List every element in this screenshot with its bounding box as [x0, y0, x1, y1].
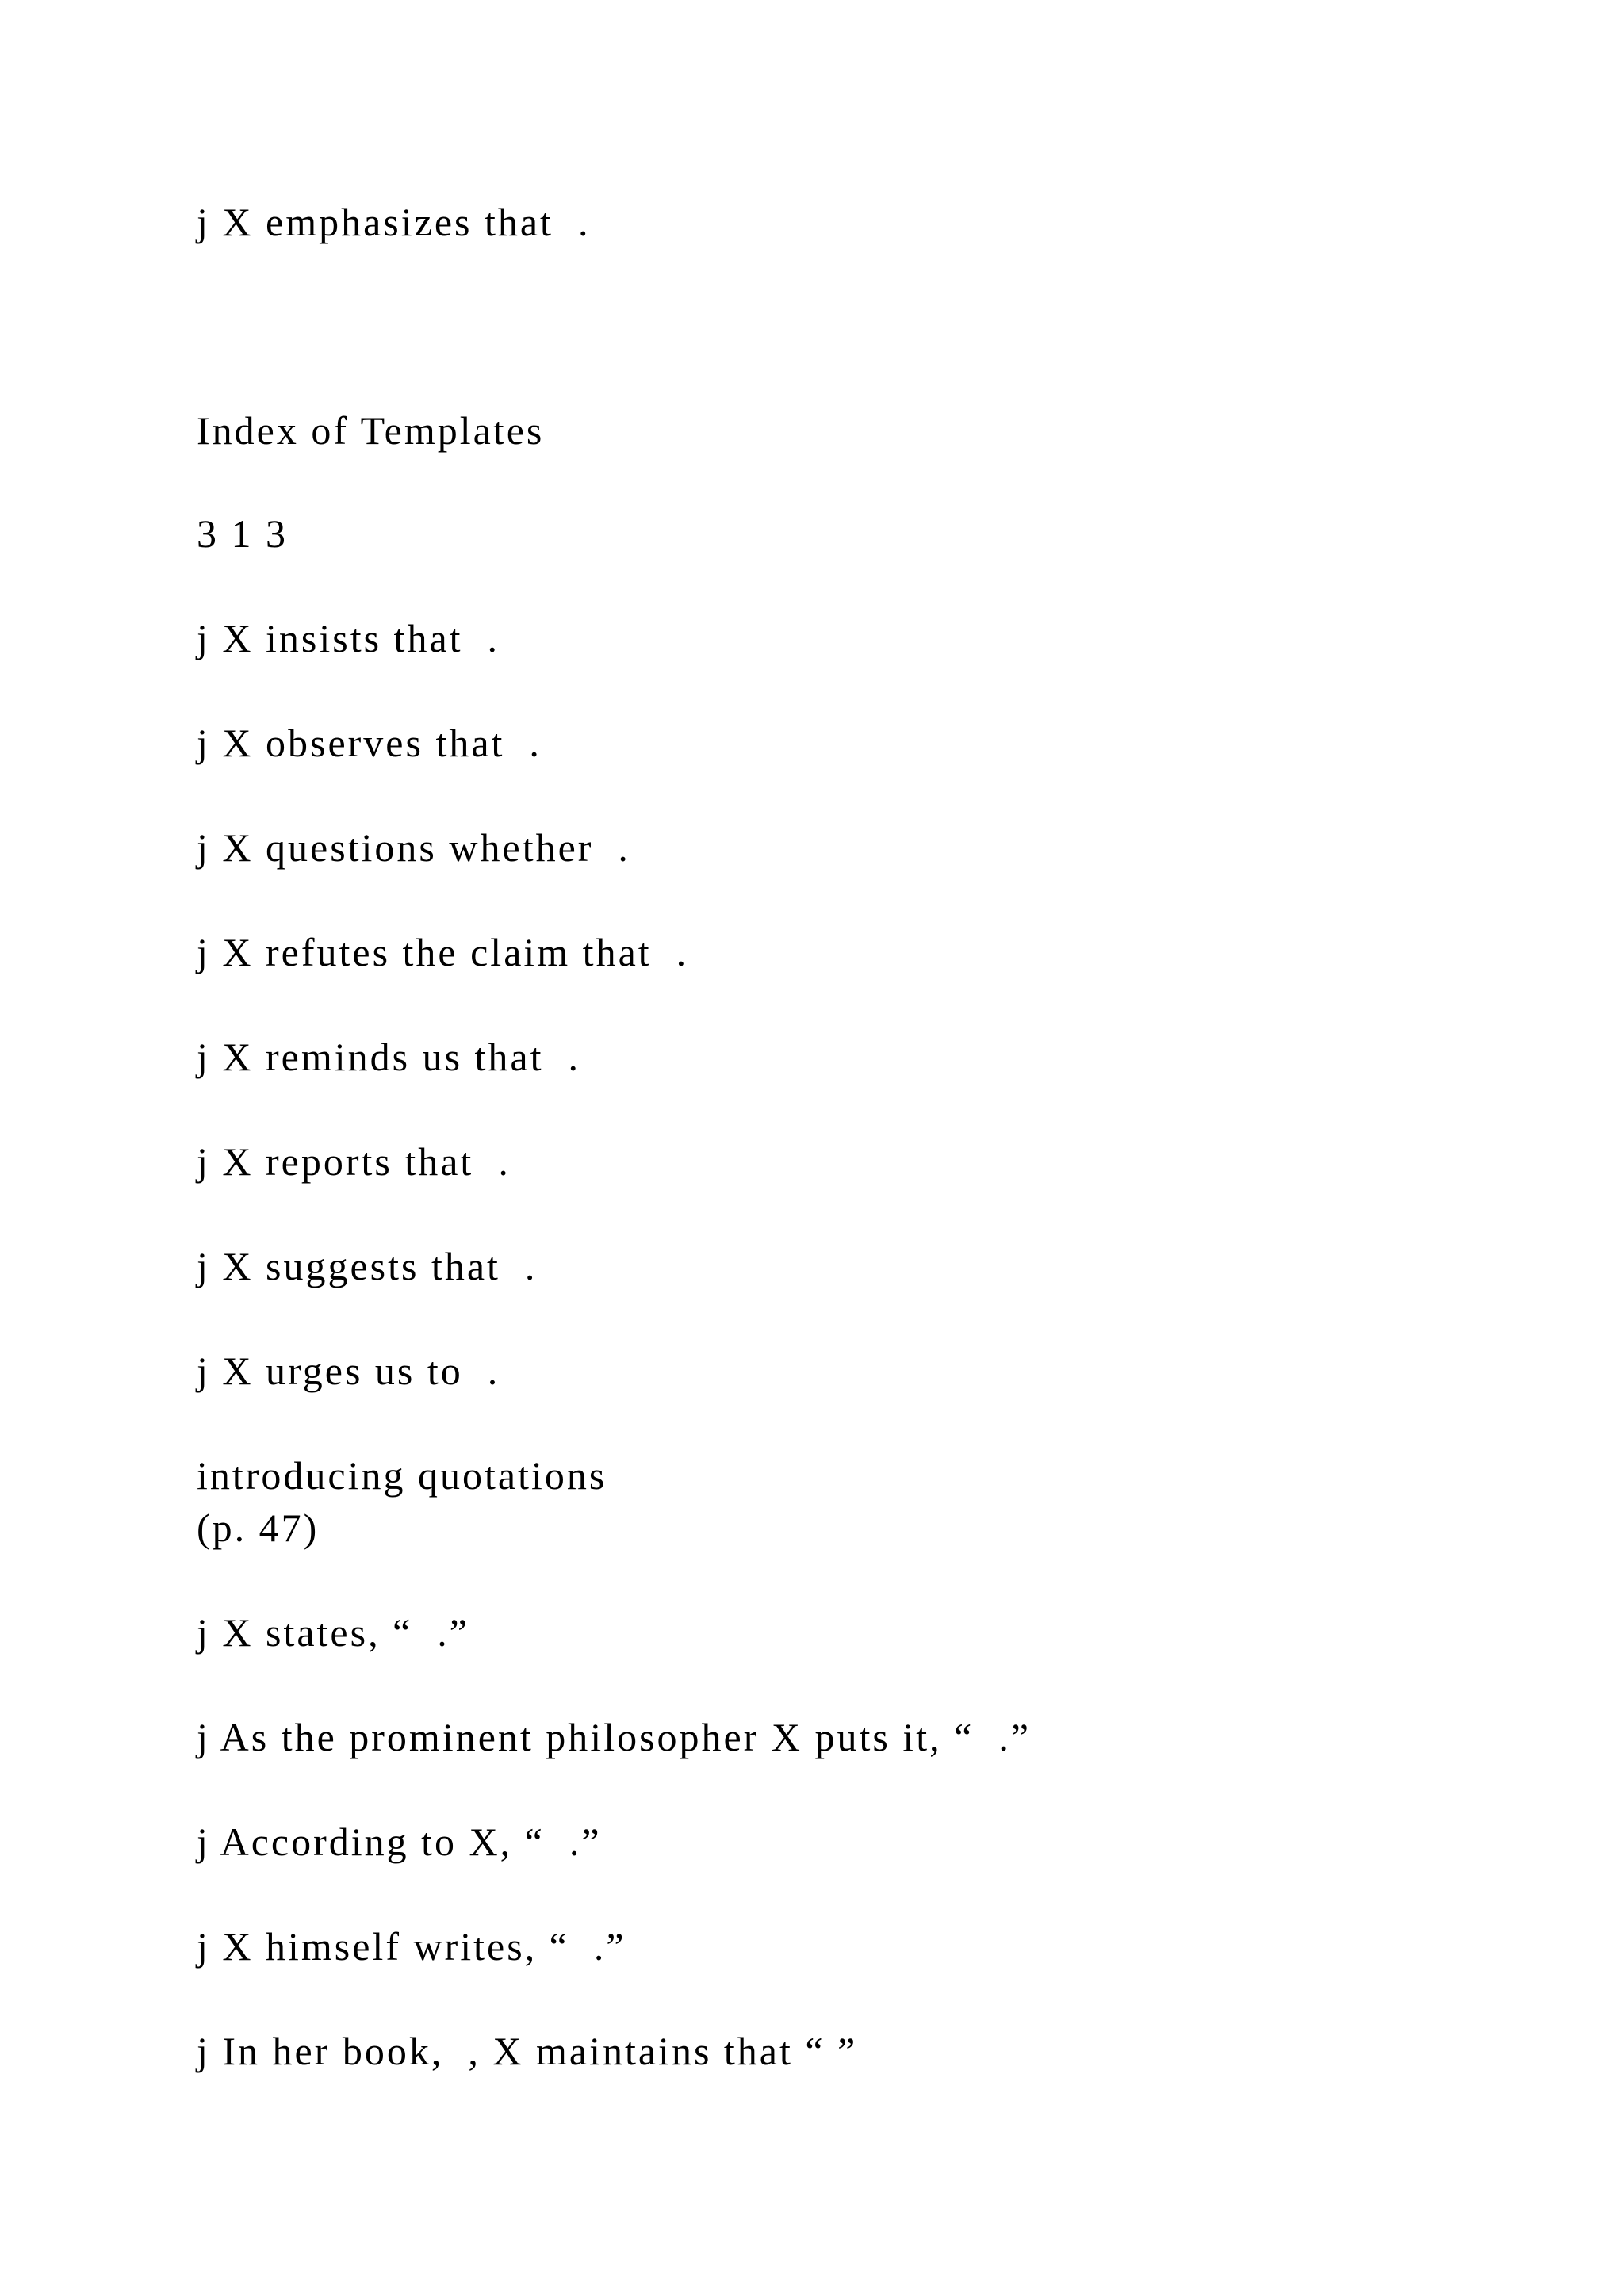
template-questions-whether: j X questions whether . [197, 825, 630, 870]
template-urges-us: j X urges us to . [197, 1349, 500, 1393]
template-insists: j X insists that . [197, 616, 500, 660]
page-number: 3 1 3 [197, 511, 288, 556]
template-refutes-claim: j X refutes the claim that . [197, 930, 689, 974]
section-page-reference: (p. 47) [197, 1506, 320, 1550]
template-suggests: j X suggests that . [197, 1244, 538, 1288]
template-himself-writes-quote: j X himself writes, “ .” [197, 1924, 626, 1969]
template-emphasizes: j X emphasizes that . [197, 200, 591, 244]
section-heading-introducing-quotations: introducing quotations [197, 1453, 607, 1498]
template-prominent-philosopher-quote: j As the prominent philosopher X puts it, “ .” [197, 1715, 1032, 1759]
template-observes: j X observes that . [197, 721, 542, 765]
template-according-to-quote: j According to X, “ .” [197, 1820, 602, 1864]
template-reminds-us: j X reminds us that . [197, 1035, 581, 1079]
template-reports: j X reports that . [197, 1139, 511, 1184]
template-in-her-book-quote: j In her book, , X maintains that “ ” [197, 2029, 858, 2073]
section-heading-index-of-templates: Index of Templates [197, 408, 545, 453]
template-states-quote: j X states, “ .” [197, 1610, 469, 1655]
